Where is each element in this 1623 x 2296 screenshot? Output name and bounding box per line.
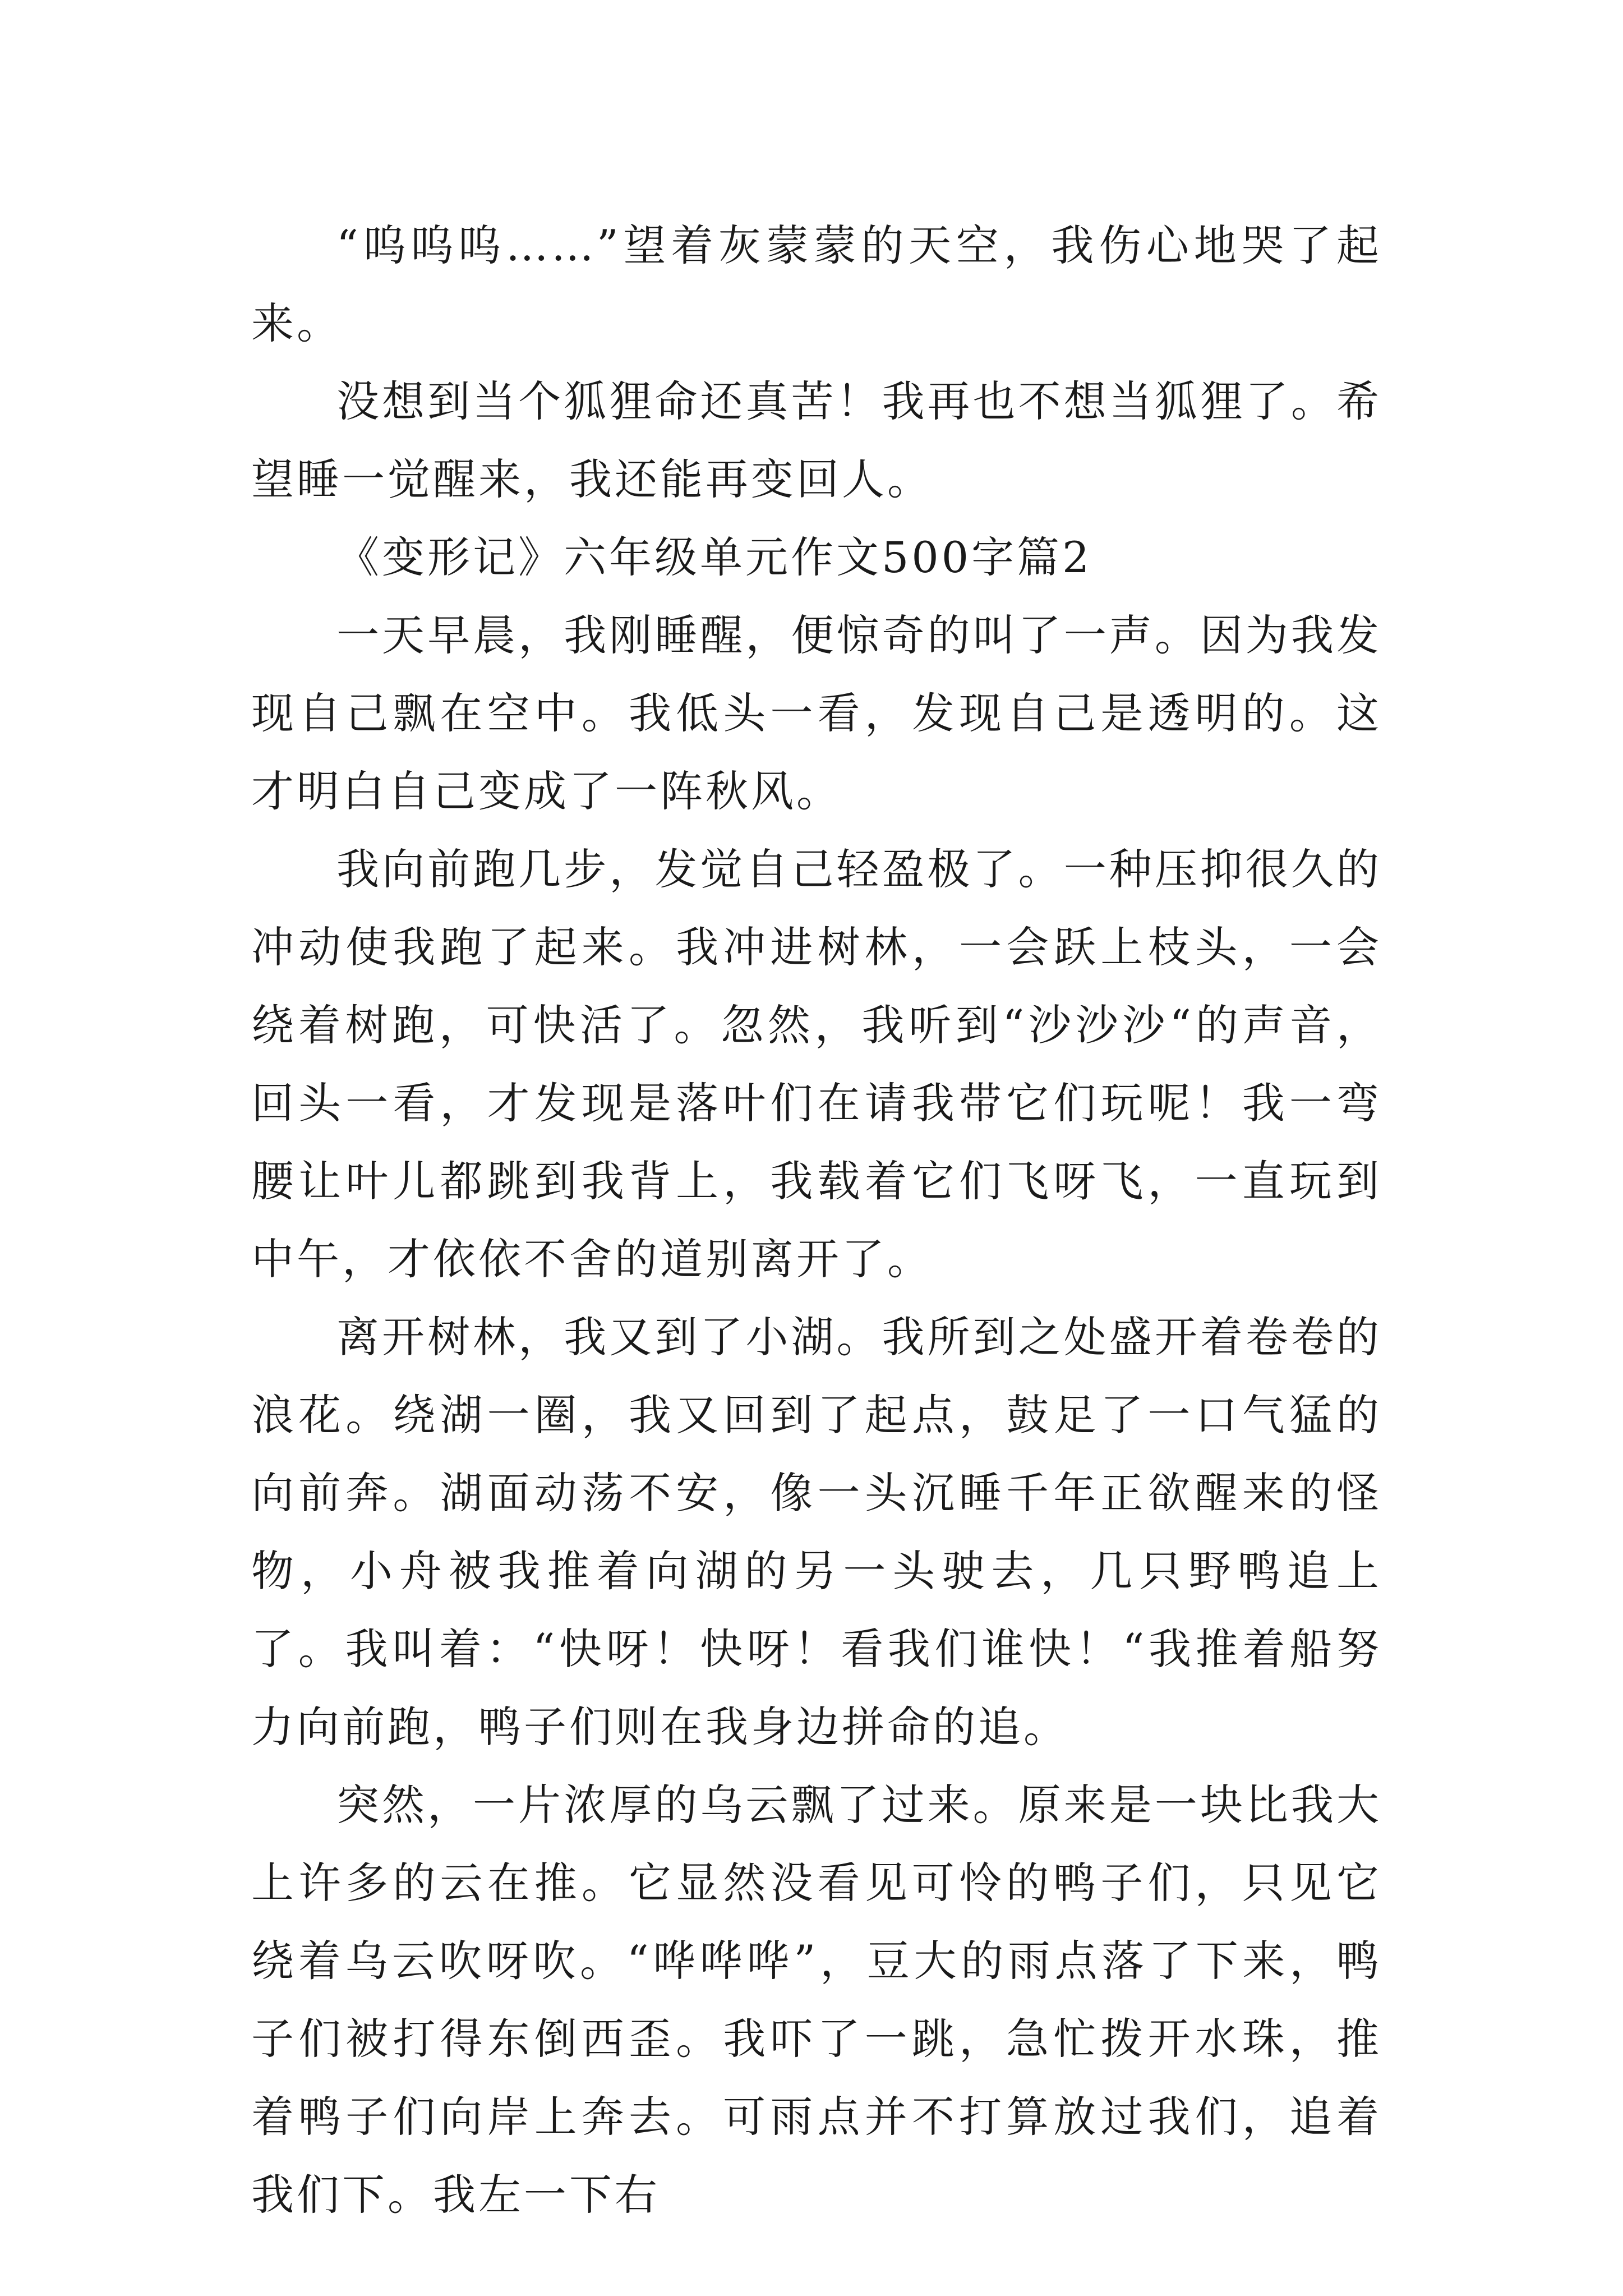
paragraph-lake: 离开树林，我又到了小湖。我所到之处盛开着卷卷的浪花。绕湖一圈，我又回到了起点，鼓足了一口气猛的向前奔。湖面动荡不安，像一头沉睡千年正欲醒来的怪物，小舟被我推着向湖的另一头驶去，几只野鸭追上了。我叫着：“快呀！快呀！看我们谁快！“我推着船努力向前跑，鸭子们则在我身边拼命的追。 [251,1312,1382,1752]
document-body [251,206,1382,2234]
essay-title: 《变形记》六年级单元作文500字篇2 [336,532,1092,582]
paragraph-fox-regret: 没想到当个狐狸命还真苦！我再也不想当狐狸了。希望睡一觉醒来，我还能再变回人。 [251,376,1382,504]
paragraph-woods: 我向前跑几步，发觉自己轻盈极了。一种压抑很久的冲动使我跑了起来。我冲进树林，一会跃上枝头，一会绕着树跑，可快活了。忽然，我听到“沙沙沙“的声音，回头一看，才发现是落叶们在请我带它们玩呢！我一弯腰让叶儿都跳到我背上，我载着它们飞呀飞，一直玩到中午，才依依不舍的道别离开了。 [251,844,1382,1284]
paragraph-morning: 一天早晨，我刚睡醒，便惊奇的叫了一声。因为我发现自己飘在空中。我低头一看，发现自己是透明的。这才明白自己变成了一阵秋风。 [251,610,1382,816]
paragraph-crying: “呜呜呜……”望着灰蒙蒙的天空，我伤心地哭了起来。 [251,220,1382,348]
paragraph-storm: 突然，一片浓厚的乌云飘了过来。原来是一块比我大上许多的云在推。它显然没看见可怜的鸭子们，只见它绕着乌云吹呀吹。“哗哗哗”，豆大的雨点落了下来，鸭子们被打得东倒西歪。我吓了一跳，急忙拨开水珠，推着鸭子们向岸上奔去。可雨点并不打算放过我们，追着我们下。我左一下右 [251,1780,1382,2220]
